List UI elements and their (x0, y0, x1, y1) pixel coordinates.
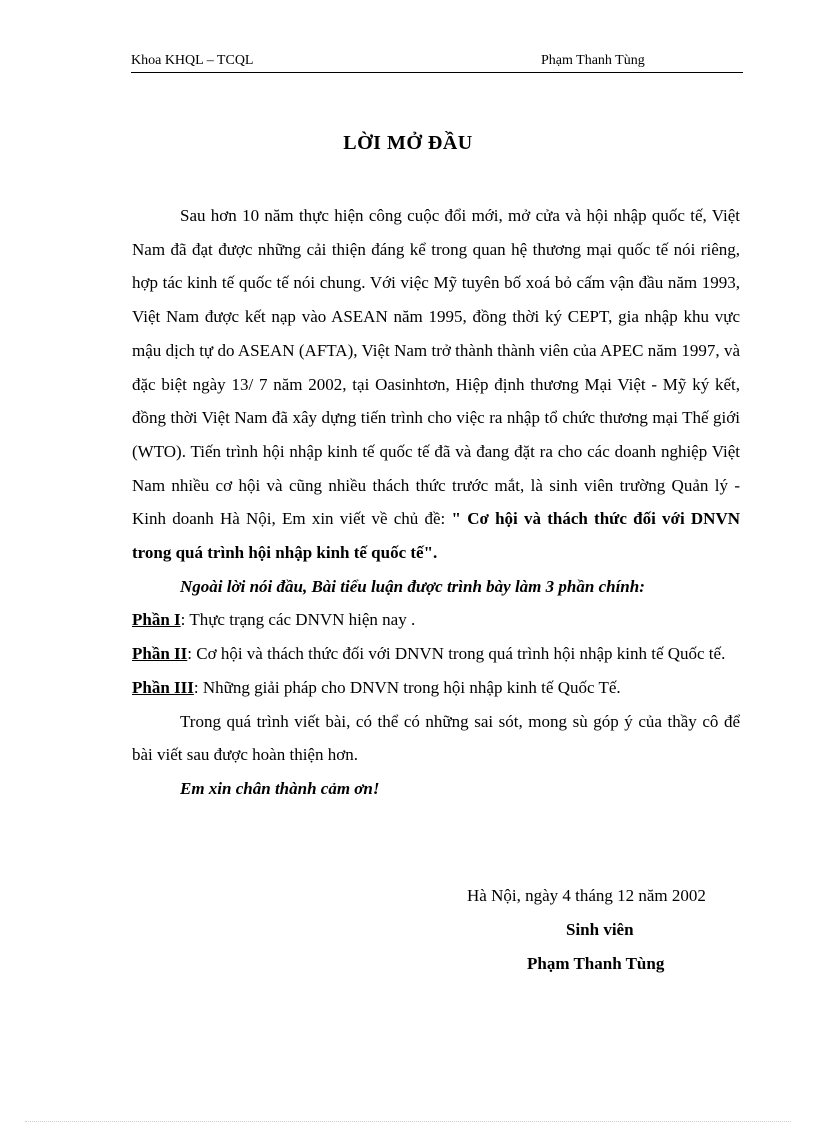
page-bottom-rule (25, 1121, 791, 1122)
signature-role: Sinh viên (566, 920, 634, 939)
part-label: Phần II (132, 644, 188, 664)
signature-name: Phạm Thanh Tùng (527, 954, 665, 973)
document-body (132, 199, 740, 806)
part-item (132, 671, 740, 705)
intro-paragraph (132, 199, 740, 570)
signature-date: Hà Nội, ngày 4 tháng 12 năm 2002 (467, 886, 706, 905)
page-header (131, 52, 743, 73)
structure-intro: Ngoài lời nói đầu, Bài tiểu luận được trình bày làm 3 phần chính: (180, 576, 645, 596)
part-text: : Những giải pháp cho DNVN trong hội nhập kinh tế Quốc Tế. (193, 677, 621, 697)
part-text: : Thực trạng các DNVN hiện nay . (180, 610, 416, 630)
header-author: Phạm Thanh Tùng (541, 53, 645, 68)
part-label: Phần III (132, 677, 194, 697)
part-text: : Cơ hội và thách thức đối với DNVN trong quá trình hội nhập kinh tế Quốc tế. (187, 644, 726, 664)
header-faculty: Khoa KHQL – TCQL (131, 53, 254, 68)
intro-text: Sau hơn 10 năm thực hiện công cuộc đổi mới, mở cửa và hội nhập quốc tế, Việt Nam đã đạt được những cải thiện đáng kể trong quan hệ thương mại quốc tế nói riêng, hợp tác kinh tế quốc tế nói chung. Với việc Mỹ tuyên bố xoá bỏ cấm vận đầu năm 1993, Việt Nam được kết nạp vào ASEAN năm 1995, đồng thời ký CEPT, gia nhập khu vực mậu dịch tự do ASEAN (AFTA), Việt Nam trở thành thành viên của APEC năm 1997, và đặc biệt ngày 13/ 7 năm 2002, tại Oasinhtơn, Hiệp định thương Mại Việt - Mỹ ký kết, đồng thời Việt Nam đã xây dựng tiến trình cho việc ra nhập tổ chức thương mại Thế giới (WTO). Tiến trình hội nhập kinh tế quốc tế đã và đang đặt ra cho các doanh nghiệp Việt Nam nhiều cơ hội và cũng nhiều thách thức trước mắt, là sinh viên trường Quản lý - Kinh doanh Hà Nội, Em xin viết về chủ đề: (132, 206, 740, 529)
part-label: Phần I (132, 610, 181, 630)
page-title: LỜI MỞ ĐẦU (343, 132, 473, 154)
thanks-line: Em xin chân thành cảm ơn! (180, 778, 380, 798)
part-item (132, 637, 740, 671)
intro-topic: " Cơ hội và thách thức đối với DNVN trong quá trình hội nhập kinh tế quốc tế". (132, 509, 741, 563)
closing-paragraph: Trong quá trình viết bài, có thể có những sai sót, mong sù góp ý của thầy cô để bài viết sau được hoàn thiện hơn. (132, 711, 740, 765)
part-item (132, 603, 740, 637)
